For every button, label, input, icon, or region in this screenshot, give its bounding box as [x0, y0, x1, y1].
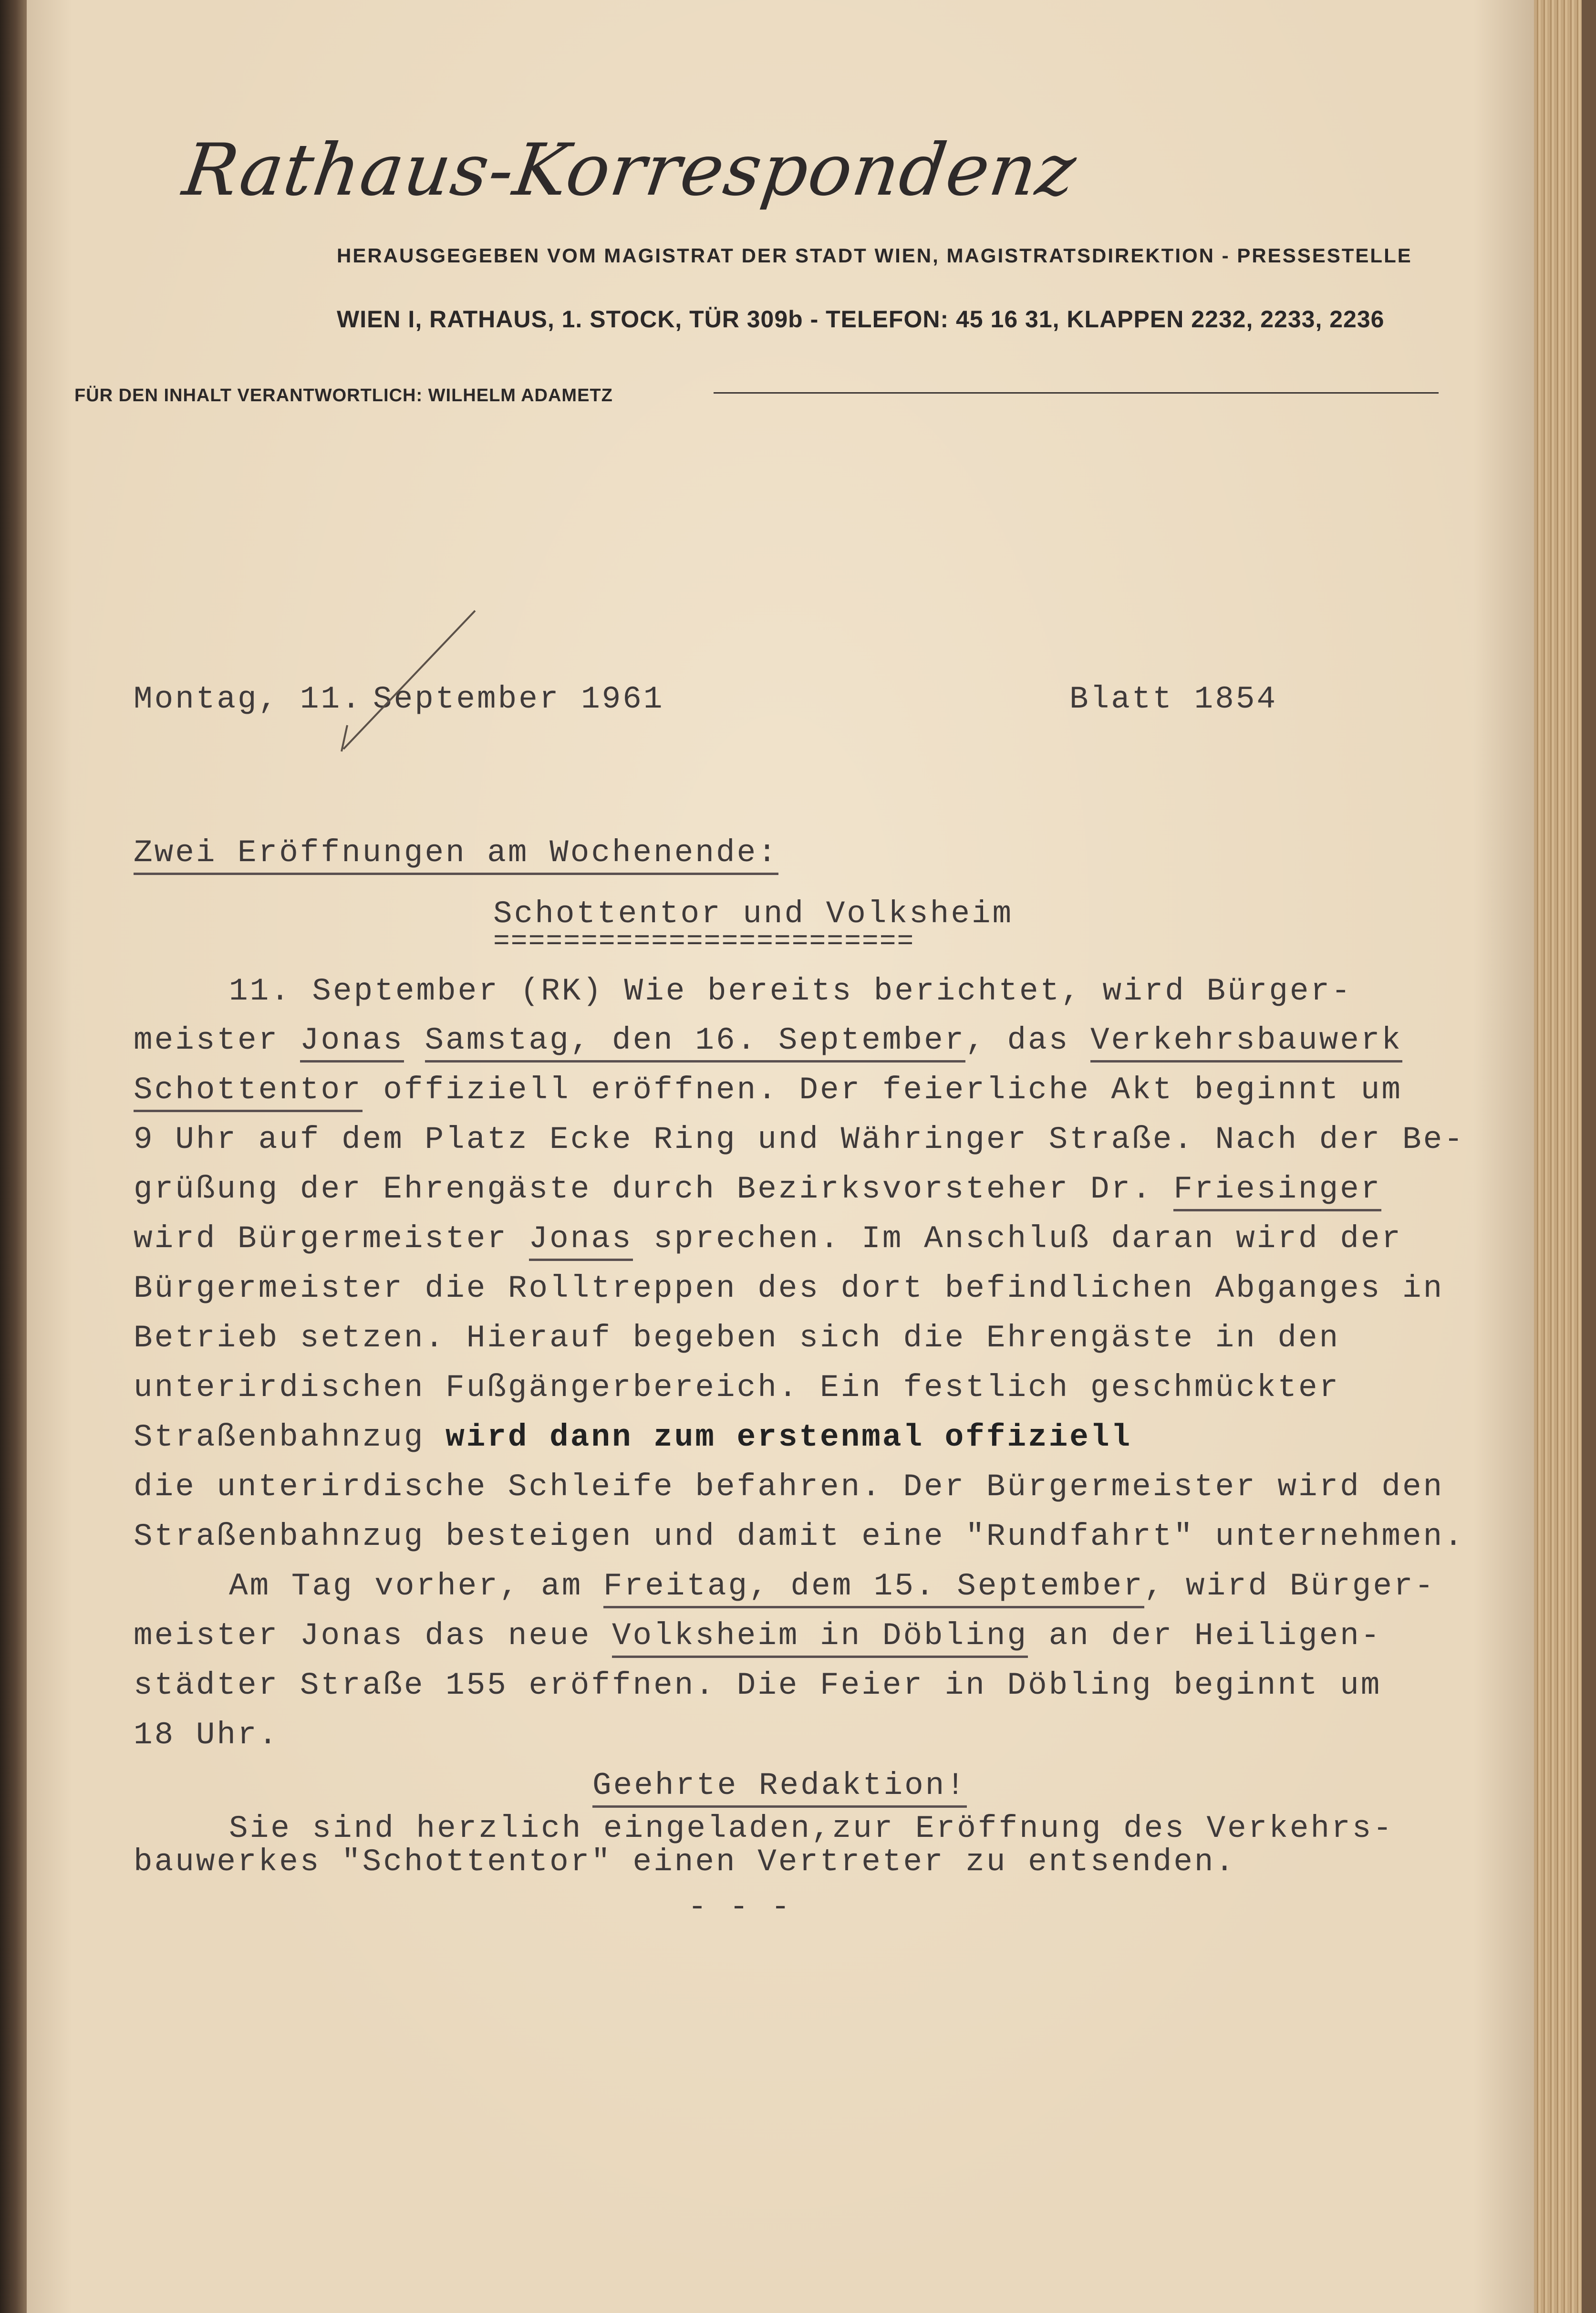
- responsible-editor-line: FÜR DEN INHALT VERANTWORTLICH: WILHELM ADAMETZ: [74, 386, 613, 406]
- text-run: [404, 1022, 425, 1058]
- text-run: meister: [134, 1022, 300, 1058]
- end-mark: - - -: [688, 1889, 792, 1925]
- bold-text-run: wird dann zum erstenmal offiziell: [446, 1419, 1132, 1455]
- text-run: Am Tag vorher, am: [229, 1568, 603, 1604]
- body-line: [134, 1419, 1132, 1455]
- body-line: [134, 1221, 1402, 1257]
- pencil-checkmark: [332, 606, 489, 768]
- dateline-date: September 1961: [373, 681, 664, 717]
- text-run: sprechen. Im Anschluß daran wird der: [632, 1221, 1403, 1257]
- underlined-term: Volksheim in Döbling: [612, 1618, 1028, 1658]
- headline-text: Zwei Eröffnungen am Wochenende:: [134, 835, 778, 875]
- body-line: [134, 1022, 1402, 1058]
- salutation-text: Geehrte Redaktion!: [592, 1768, 967, 1808]
- address-line: WIEN I, RATHAUS, 1. STOCK, TÜR 309b - TELEFON: 45 16 31, KLAPPEN 2232, 2233, 2236: [337, 306, 1385, 333]
- underlined-date: Freitag, dem 15. September: [603, 1568, 1144, 1608]
- body-line: [134, 1618, 1381, 1654]
- underlined-date: Samstag, den 16. September: [425, 1022, 966, 1063]
- book-binding: [0, 0, 27, 2313]
- text-run: grüßung der Ehrengäste durch Bezirksvorsteher Dr.: [134, 1171, 1174, 1207]
- body-line: 9 Uhr auf dem Platz Ecke Ring und Währinger Straße. Nach der Be-: [134, 1122, 1465, 1157]
- dateline-day: Montag, 11.: [134, 681, 363, 717]
- underlined-term: Schottentor: [134, 1072, 363, 1112]
- text-run: an der Heiligen-: [1028, 1618, 1382, 1654]
- underlined-name: Friesinger: [1173, 1171, 1381, 1211]
- body-line: die unterirdische Schleife befahren. Der Bürgermeister wird den: [134, 1469, 1444, 1505]
- body-line: [134, 1072, 1402, 1108]
- underlined-term: Verkehrsbauwerk: [1090, 1022, 1402, 1063]
- text-run: Straßenbahnzug: [134, 1419, 446, 1455]
- text-run: offiziell eröffnen. Der feierliche Akt beginnt um: [362, 1072, 1402, 1108]
- text-run: , das: [965, 1022, 1090, 1058]
- subheadline: Schottentor und Volksheim: [493, 896, 1014, 932]
- body-line: 11. September (RK) Wie bereits berichtet, wird Bürger-: [229, 973, 1352, 1009]
- body-line: [229, 1568, 1435, 1604]
- body-line: Betrieb setzen. Hierauf begeben sich die Ehrengäste in den: [134, 1320, 1340, 1356]
- body-line: Bürgermeister die Rolltreppen des dort befindlichen Abganges in: [134, 1271, 1444, 1306]
- publisher-line: HERAUSGEGEBEN VOM MAGISTRAT DER STADT WIEN, MAGISTRATSDIREKTION - PRESSESTELLE: [337, 244, 1412, 267]
- headline: [134, 835, 778, 871]
- body-line: unterirdischen Fußgängerbereich. Ein festlich geschmückter: [134, 1370, 1340, 1406]
- note-line: Sie sind herzlich eingeladen,zur Eröffnung des Verkehrs-: [229, 1811, 1394, 1846]
- underlined-name: Jonas: [529, 1221, 633, 1261]
- text-run: , wird Bürger-: [1144, 1568, 1436, 1604]
- note-line: bauwerkes "Schottentor" einen Vertreter zu entsenden.: [134, 1844, 1236, 1880]
- sheet-number: Blatt 1854: [1069, 681, 1278, 717]
- body-line: 18 Uhr.: [134, 1717, 280, 1753]
- letterhead-rule: [714, 392, 1439, 394]
- subheadline-rule: ========================: [493, 927, 915, 958]
- text-run: meister Jonas das neue: [134, 1618, 612, 1654]
- body-line: Straßenbahnzug besteigen und damit eine "Rundfahrt" unternehmen.: [134, 1519, 1465, 1554]
- body-line: städter Straße 155 eröffnen. Die Feier in Döbling beginnt um: [134, 1667, 1382, 1703]
- text-run: wird Bürgermeister: [134, 1221, 529, 1257]
- underlined-name: Jonas: [300, 1022, 404, 1063]
- masthead-title: Rathaus-Korrespondenz: [178, 129, 1082, 212]
- document-page: [27, 0, 1534, 2313]
- body-line: [134, 1171, 1381, 1207]
- page-stack-edge: [1534, 0, 1596, 2313]
- editor-salutation: [592, 1768, 967, 1803]
